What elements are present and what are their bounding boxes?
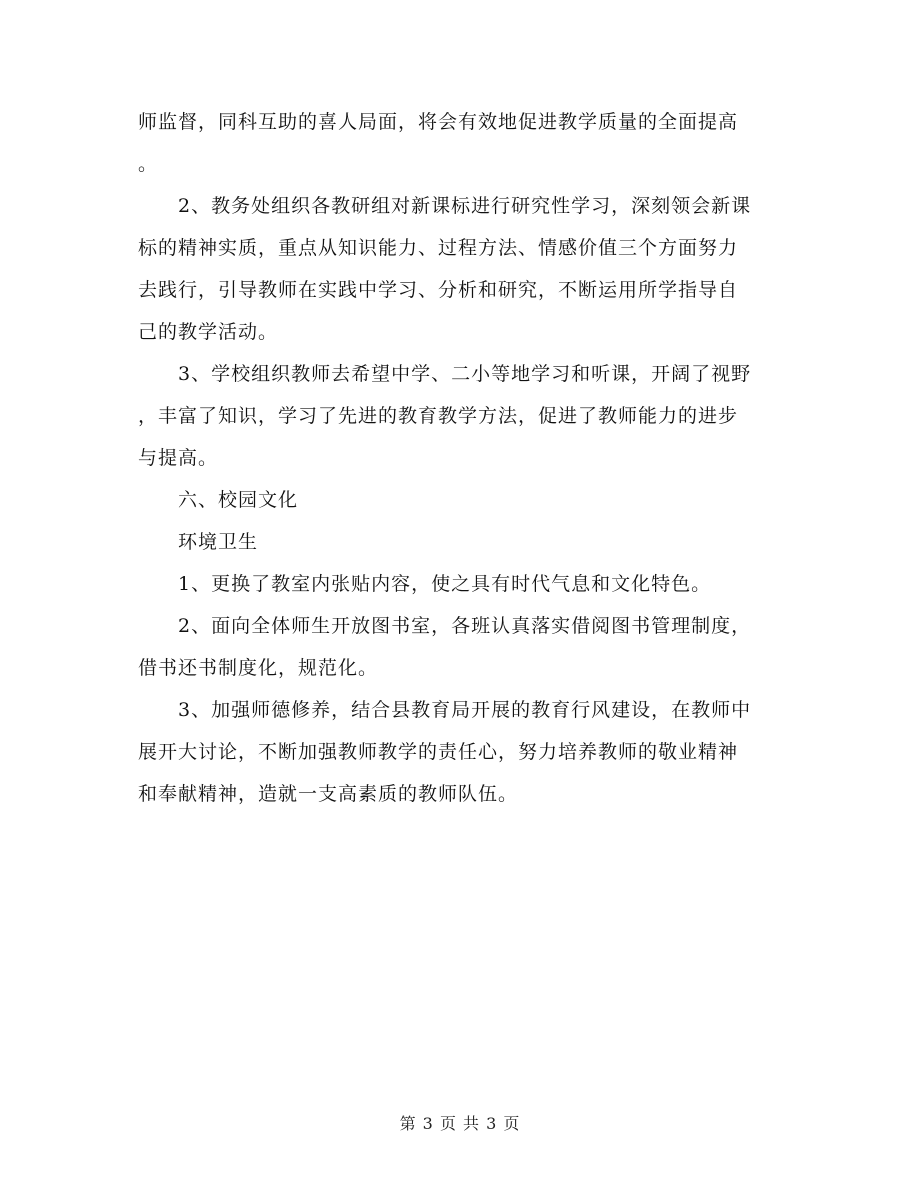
paragraph-line: 1、更换了教室内张贴内容，使之具有时代气息和文化特色。 [178,573,712,595]
text-line: 标的精神实质，重点从知识能力、过程方法、情感价值三个方面努力 [138,237,739,259]
subsection-heading: 环境卫生 [178,531,259,553]
paragraph-line: 3、加强师德修养，结合县教育局开展的教育行风建设，在教师中 [178,699,752,721]
paragraph-line: 2、教务处组织各教研组对新课标进行研究性学习，深刻领会新课 [178,195,752,217]
text-line: 去践行，引导教师在实践中学习、分析和研究，不断运用所学指导自 [138,279,739,301]
paragraph-line: 2、面向全体师生开放图书室，各班认真落实借阅图书管理制度， [178,615,752,637]
text-line: 借书还书制度化，规范化。 [138,657,379,679]
text-line: 与提高。 [138,447,219,469]
text-line: 。 [138,153,159,175]
text-line: 展开大讨论，不断加强教师教学的责任心，努力培养教师的敬业精神 [138,741,739,763]
section-heading: 六、校园文化 [178,489,299,511]
text-line: ，丰富了知识，学习了先进的教育教学方法，促进了教师能力的进步 [138,405,739,427]
page-number-footer: 第 3 页 共 3 页 [399,1114,521,1133]
text-line: 己的教学活动。 [138,321,279,343]
paragraph-line: 3、学校组织教师去希望中学、二小等地学习和听课，开阔了视野 [178,363,752,385]
text-line: 师监督，同科互助的喜人局面，将会有效地促进教学质量的全面提高 [138,111,739,133]
text-line: 和奉献精神，造就一支高素质的教师队伍。 [138,783,519,805]
